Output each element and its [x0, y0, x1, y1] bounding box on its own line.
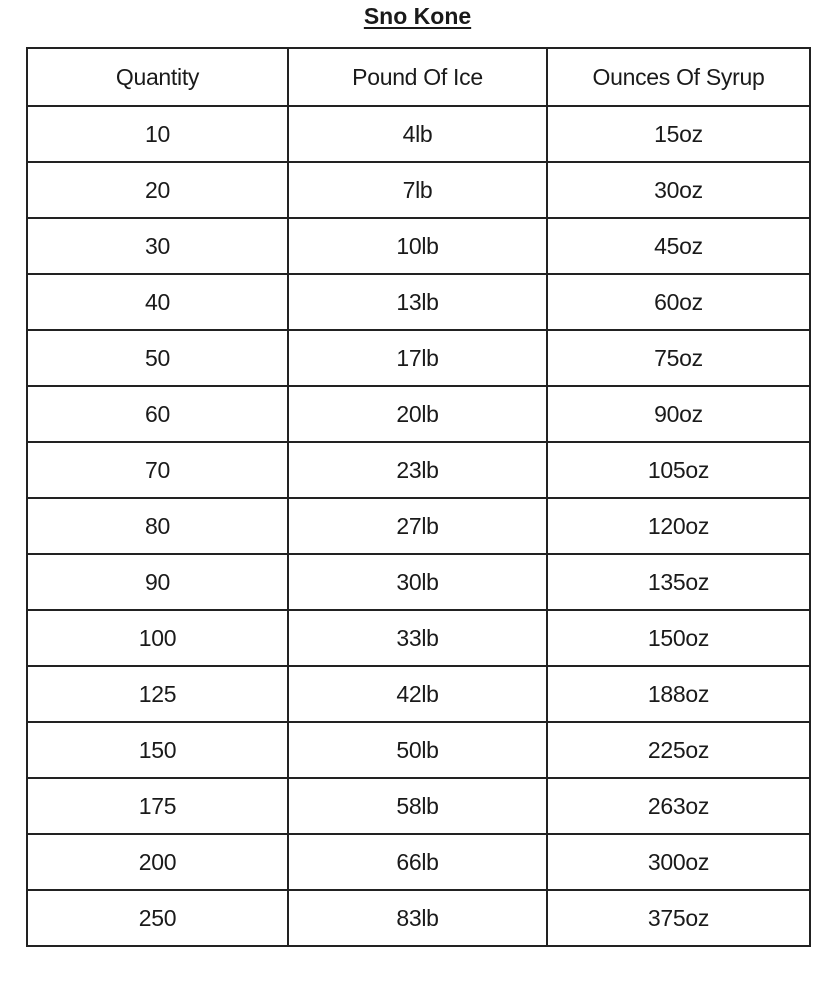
cell-quantity: 30	[27, 218, 288, 274]
cell-ice: 17lb	[288, 330, 547, 386]
table-row	[27, 722, 810, 778]
cell-quantity: 60	[27, 386, 288, 442]
cell-quantity: 250	[27, 890, 288, 946]
cell-ice: 4lb	[288, 106, 547, 162]
cell-syrup: 263oz	[547, 778, 810, 834]
table-row	[27, 218, 810, 274]
cell-ice: 42lb	[288, 666, 547, 722]
header-quantity: Quantity	[27, 48, 288, 106]
table-row	[27, 106, 810, 162]
cell-quantity: 90	[27, 554, 288, 610]
cell-syrup: 15oz	[547, 106, 810, 162]
table-row	[27, 274, 810, 330]
cell-ice: 66lb	[288, 834, 547, 890]
header-pound-of-ice: Pound Of Ice	[288, 48, 547, 106]
cell-ice: 30lb	[288, 554, 547, 610]
table-row	[27, 778, 810, 834]
header-ounces-of-syrup: Ounces Of Syrup	[547, 48, 810, 106]
cell-ice: 20lb	[288, 386, 547, 442]
cell-ice: 50lb	[288, 722, 547, 778]
table-row	[27, 442, 810, 498]
cell-syrup: 60oz	[547, 274, 810, 330]
cell-quantity: 10	[27, 106, 288, 162]
cell-syrup: 30oz	[547, 162, 810, 218]
cell-syrup: 300oz	[547, 834, 810, 890]
cell-quantity: 40	[27, 274, 288, 330]
cell-ice: 10lb	[288, 218, 547, 274]
table-row	[27, 330, 810, 386]
cell-quantity: 70	[27, 442, 288, 498]
cell-syrup: 45oz	[547, 218, 810, 274]
cell-quantity: 150	[27, 722, 288, 778]
table-row	[27, 386, 810, 442]
cell-syrup: 90oz	[547, 386, 810, 442]
cell-syrup: 225oz	[547, 722, 810, 778]
table-row	[27, 610, 810, 666]
cell-syrup: 375oz	[547, 890, 810, 946]
cell-ice: 33lb	[288, 610, 547, 666]
cell-quantity: 200	[27, 834, 288, 890]
cell-quantity: 80	[27, 498, 288, 554]
cell-quantity: 125	[27, 666, 288, 722]
cell-ice: 83lb	[288, 890, 547, 946]
table-row	[27, 666, 810, 722]
cell-ice: 13lb	[288, 274, 547, 330]
sno-kone-table	[26, 47, 811, 947]
page-title: Sno Kone	[363, 3, 472, 29]
table-row	[27, 890, 810, 946]
cell-quantity: 20	[27, 162, 288, 218]
cell-quantity: 175	[27, 778, 288, 834]
cell-syrup: 150oz	[547, 610, 810, 666]
table-row	[27, 498, 810, 554]
table-row	[27, 554, 810, 610]
table-header-row	[27, 48, 810, 106]
cell-ice: 23lb	[288, 442, 547, 498]
cell-quantity: 50	[27, 330, 288, 386]
cell-syrup: 120oz	[547, 498, 810, 554]
cell-syrup: 135oz	[547, 554, 810, 610]
cell-ice: 27lb	[288, 498, 547, 554]
cell-syrup: 105oz	[547, 442, 810, 498]
table-row	[27, 834, 810, 890]
table-row	[27, 162, 810, 218]
cell-quantity: 100	[27, 610, 288, 666]
cell-syrup: 75oz	[547, 330, 810, 386]
cell-ice: 58lb	[288, 778, 547, 834]
cell-ice: 7lb	[288, 162, 547, 218]
cell-syrup: 188oz	[547, 666, 810, 722]
